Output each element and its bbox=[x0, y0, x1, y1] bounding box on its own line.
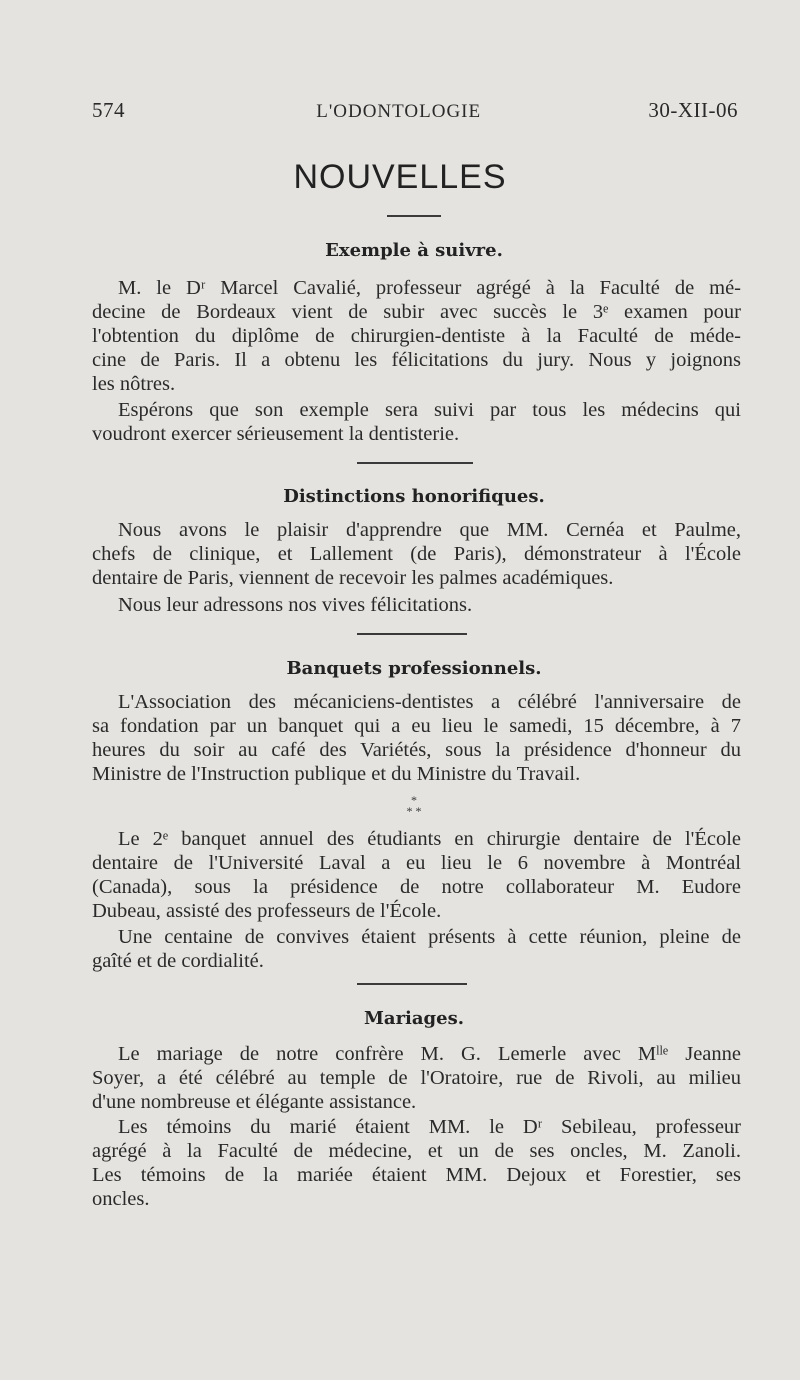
text-line: dentaire de Paris, viennent de recevoir les palmes académiques. bbox=[92, 567, 614, 589]
issue-date: 30-XII-06 bbox=[648, 98, 738, 122]
text-line: heures du soir au café des Variétés, sous la présidence d'honneur du bbox=[92, 739, 741, 761]
paragraph bbox=[92, 276, 741, 396]
paragraph bbox=[92, 593, 741, 617]
text-line: Nous leur adressons nos vives félicitations. bbox=[118, 594, 473, 616]
text-line: decine de Bordeaux vient de subir avec succès le 3ᵉ examen pour bbox=[92, 301, 741, 323]
text-line: Les témoins du marié étaient MM. le Dʳ Sebileau, professeur bbox=[118, 1116, 741, 1138]
paragraph bbox=[92, 1115, 741, 1211]
text-line: Soyer, a été célébré au temple de l'Oratoire, rue de Rivoli, au milieu bbox=[92, 1067, 741, 1089]
text-line: chefs de clinique, et Lallement (de Paris), démonstrateur à l'École bbox=[92, 543, 741, 565]
text-line: M. le Dʳ Marcel Cavalié, professeur agrégé à la Faculté de mé- bbox=[118, 277, 741, 299]
text-line: dentaire de l'Université Laval a eu lieu le 6 novembre à Montréal bbox=[92, 852, 741, 874]
text-line: les nôtres. bbox=[92, 373, 176, 395]
section-rule bbox=[357, 633, 467, 635]
text-line: agrégé à la Faculté de médecine, et un de ses oncles, M. Zanoli. bbox=[92, 1140, 741, 1162]
text-line: voudront exercer sérieusement la dentisterie. bbox=[92, 423, 460, 445]
text-line: Dubeau, assisté des professeurs de l'École. bbox=[92, 900, 442, 922]
paragraph bbox=[92, 827, 741, 923]
text-line: gaîté et de cordialité. bbox=[92, 950, 264, 972]
text-line: d'une nombreuse et élégante assistance. bbox=[92, 1091, 417, 1113]
journal-title: L'ODONTOLOGIE bbox=[316, 101, 482, 122]
section-rule bbox=[357, 462, 473, 464]
section-heading-mariages: Mariages. bbox=[363, 1008, 464, 1029]
section-heading-distinctions: Distinctions honorifiques. bbox=[283, 486, 545, 507]
text-line: Nous avons le plaisir d'apprendre que MM. Cernéa et Paulme, bbox=[118, 519, 741, 541]
section-rule bbox=[357, 983, 467, 985]
text-line: Les témoins de la mariée étaient MM. Dejoux et Forestier, ses bbox=[92, 1164, 741, 1186]
paragraph bbox=[92, 690, 741, 786]
section-heading-banquets: Banquets professionnels. bbox=[286, 658, 542, 679]
page-number: 574 bbox=[92, 98, 125, 122]
text-line: Espérons que son exemple sera suivi par tous les médecins qui bbox=[118, 399, 741, 421]
paragraph bbox=[92, 925, 741, 973]
paragraph bbox=[92, 398, 741, 446]
text-line: sa fondation par un banquet qui a eu lieu le samedi, 15 décembre, à 7 bbox=[92, 715, 741, 737]
text-line: Le mariage de notre confrère M. G. Lemerle avec Mˡˡᵉ Jeanne bbox=[118, 1043, 741, 1065]
text-line: Le 2ᵉ banquet annuel des étudiants en chirurgie dentaire de l'École bbox=[118, 828, 741, 850]
section-heading-exemple: Exemple à suivre. bbox=[325, 240, 503, 261]
title-rule bbox=[387, 215, 441, 217]
paragraph bbox=[92, 518, 741, 590]
text-line: Une centaine de convives étaient présents à cette réunion, pleine de bbox=[118, 926, 741, 948]
text-line: oncles. bbox=[92, 1188, 150, 1210]
text-line: cine de Paris. Il a obtenu les félicitations du jury. Nous y joignons bbox=[92, 349, 741, 371]
running-header bbox=[92, 98, 738, 123]
paragraph bbox=[92, 1042, 741, 1114]
text-line: (Canada), sous la présidence de notre collaborateur M. Eudore bbox=[92, 876, 741, 898]
page-title: NOUVELLES bbox=[293, 158, 507, 196]
text-line: L'Association des mécaniciens-dentistes a célébré l'anniversaire de bbox=[118, 691, 741, 713]
text-line: Ministre de l'Instruction publique et du Ministre du Travail. bbox=[92, 763, 581, 785]
asterism-separator: * * * bbox=[406, 793, 422, 818]
text-line: l'obtention du diplôme de chirurgien-dentiste à la Faculté de méde- bbox=[92, 325, 741, 347]
